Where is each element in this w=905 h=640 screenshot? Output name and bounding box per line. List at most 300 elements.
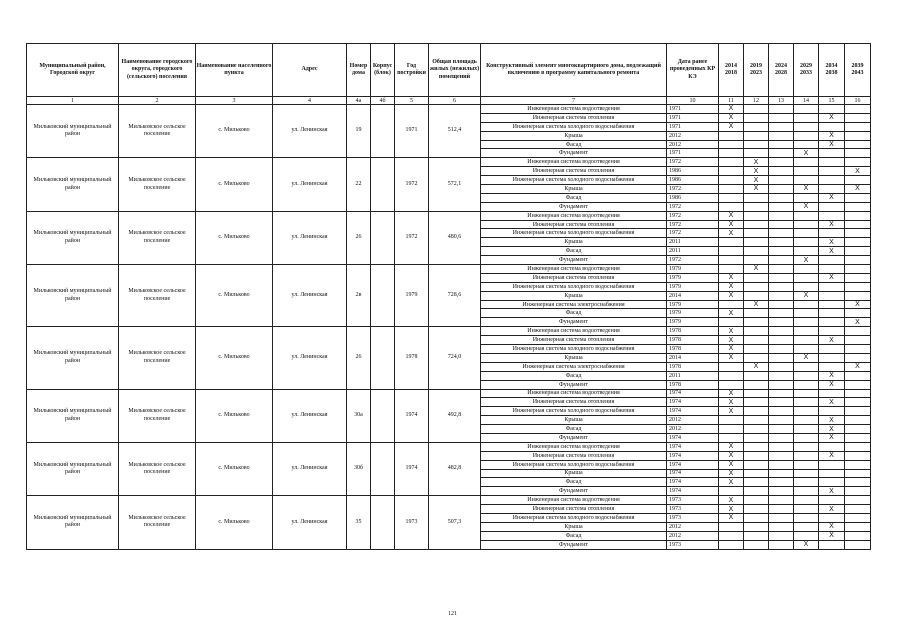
period-mark-cell: X bbox=[819, 487, 845, 496]
table-row bbox=[27, 105, 871, 114]
repair-date-cell: 2014 bbox=[667, 291, 719, 300]
house-number-cell: 26 bbox=[347, 327, 371, 389]
period-mark-cell bbox=[794, 309, 819, 318]
period-mark-cell bbox=[794, 442, 819, 451]
period-mark-cell bbox=[719, 238, 744, 247]
period-mark-cell bbox=[744, 425, 769, 434]
element-cell: Фасад bbox=[481, 478, 667, 487]
year-built-cell: 1974 bbox=[395, 442, 429, 495]
period-mark-cell bbox=[845, 371, 871, 380]
element-cell: Инженерная система водоотведения bbox=[481, 389, 667, 398]
period-mark-cell bbox=[794, 433, 819, 442]
element-cell: Фундамент bbox=[481, 433, 667, 442]
period-mark-cell bbox=[744, 149, 769, 158]
period-mark-cell bbox=[819, 300, 845, 309]
period-mark-cell bbox=[845, 531, 871, 540]
period-mark-cell: X bbox=[794, 256, 819, 265]
period-mark-cell bbox=[719, 300, 744, 309]
period-mark-cell bbox=[769, 291, 794, 300]
period-mark-cell: X bbox=[819, 433, 845, 442]
period-mark-cell: X bbox=[794, 202, 819, 211]
repair-date-cell: 2011 bbox=[667, 371, 719, 380]
period-mark-cell bbox=[845, 265, 871, 274]
repair-date-cell: 1978 bbox=[667, 336, 719, 345]
period-mark-cell bbox=[719, 265, 744, 274]
period-mark-cell: X bbox=[719, 220, 744, 229]
repair-date-cell: 1978 bbox=[667, 327, 719, 336]
year-built-cell: 1974 bbox=[395, 389, 429, 442]
period-mark-cell bbox=[845, 113, 871, 122]
period-mark-cell bbox=[744, 531, 769, 540]
year-built-cell: 1972 bbox=[395, 158, 429, 211]
repair-date-cell: 1978 bbox=[667, 345, 719, 354]
repair-date-cell: 1979 bbox=[667, 273, 719, 282]
period-mark-cell bbox=[819, 442, 845, 451]
area-cell: 507,3 bbox=[429, 496, 481, 549]
period-mark-cell bbox=[794, 265, 819, 274]
period-mark-cell: X bbox=[819, 273, 845, 282]
period-mark-cell bbox=[769, 318, 794, 327]
locality-cell: с. Мильково bbox=[196, 442, 273, 495]
period-mark-cell bbox=[744, 389, 769, 398]
period-mark-cell bbox=[719, 256, 744, 265]
header-period: 2024 2028 bbox=[769, 44, 794, 97]
period-mark-cell bbox=[744, 487, 769, 496]
period-mark-cell bbox=[744, 291, 769, 300]
period-mark-cell bbox=[845, 309, 871, 318]
area-cell: 572,1 bbox=[429, 158, 481, 211]
period-mark-cell bbox=[794, 113, 819, 122]
period-mark-cell bbox=[769, 273, 794, 282]
period-mark-cell bbox=[794, 176, 819, 185]
street-cell: ул. Ленинская bbox=[273, 158, 347, 211]
repair-date-cell: 2011 bbox=[667, 247, 719, 256]
period-mark-cell bbox=[845, 345, 871, 354]
column-number: 7 bbox=[481, 97, 667, 105]
period-mark-cell: X bbox=[819, 113, 845, 122]
period-mark-cell: X bbox=[719, 345, 744, 354]
period-mark-cell bbox=[719, 522, 744, 531]
period-mark-cell bbox=[819, 158, 845, 167]
element-cell: Инженерная система холодного водоснабжения bbox=[481, 407, 667, 416]
period-mark-cell bbox=[769, 300, 794, 309]
repair-date-cell: 1972 bbox=[667, 211, 719, 220]
period-mark-cell bbox=[744, 407, 769, 416]
period-mark-cell bbox=[719, 158, 744, 167]
table-row bbox=[27, 442, 871, 451]
element-cell: Инженерная система водоотведения bbox=[481, 105, 667, 114]
period-mark-cell: X bbox=[719, 398, 744, 407]
period-mark-cell bbox=[769, 345, 794, 354]
period-mark-cell bbox=[819, 185, 845, 194]
period-mark-cell bbox=[819, 265, 845, 274]
period-mark-cell bbox=[769, 113, 794, 122]
period-mark-cell bbox=[819, 202, 845, 211]
period-mark-cell bbox=[769, 282, 794, 291]
period-mark-cell bbox=[794, 318, 819, 327]
repair-date-cell: 1972 bbox=[667, 220, 719, 229]
block-cell bbox=[371, 105, 395, 158]
period-mark-cell: X bbox=[719, 389, 744, 398]
element-cell: Инженерная система холодного водоснабжения bbox=[481, 460, 667, 469]
period-mark-cell: X bbox=[819, 193, 845, 202]
house-number-cell: 26 bbox=[347, 211, 371, 264]
table-row bbox=[27, 327, 871, 336]
period-mark-cell bbox=[794, 131, 819, 140]
year-built-cell: 1973 bbox=[395, 496, 429, 549]
period-mark-cell bbox=[819, 496, 845, 505]
period-mark-cell bbox=[845, 505, 871, 514]
period-mark-cell: X bbox=[794, 149, 819, 158]
header-row bbox=[27, 44, 871, 97]
period-mark-cell bbox=[744, 353, 769, 362]
repair-date-cell: 1972 bbox=[667, 256, 719, 265]
period-mark-cell bbox=[794, 460, 819, 469]
period-mark-cell bbox=[744, 371, 769, 380]
period-mark-cell bbox=[744, 496, 769, 505]
period-mark-cell bbox=[744, 273, 769, 282]
period-mark-cell: X bbox=[819, 398, 845, 407]
period-mark-cell bbox=[744, 540, 769, 549]
column-number: 2 bbox=[119, 97, 196, 105]
element-cell: Инженерная система отопления bbox=[481, 336, 667, 345]
period-mark-cell: X bbox=[819, 131, 845, 140]
repair-date-cell: 1971 bbox=[667, 113, 719, 122]
repair-date-cell: 1972 bbox=[667, 202, 719, 211]
period-mark-cell bbox=[845, 105, 871, 114]
header-period: 2029 2033 bbox=[794, 44, 819, 97]
element-cell: Фундамент bbox=[481, 149, 667, 158]
period-mark-cell bbox=[845, 238, 871, 247]
period-mark-cell bbox=[744, 469, 769, 478]
period-mark-cell bbox=[769, 265, 794, 274]
area-cell: 480,6 bbox=[429, 211, 481, 264]
house-number-cell: 30а bbox=[347, 389, 371, 442]
repair-date-cell: 1971 bbox=[667, 105, 719, 114]
period-mark-cell bbox=[819, 229, 845, 238]
year-built-cell: 1972 bbox=[395, 211, 429, 264]
block-cell bbox=[371, 211, 395, 264]
period-mark-cell: X bbox=[819, 425, 845, 434]
period-mark-cell bbox=[769, 496, 794, 505]
period-mark-cell: X bbox=[819, 247, 845, 256]
period-mark-cell bbox=[719, 425, 744, 434]
period-mark-cell bbox=[744, 131, 769, 140]
repair-date-cell: 2012 bbox=[667, 425, 719, 434]
house-number-cell: 35 bbox=[347, 496, 371, 549]
repair-date-cell: 2012 bbox=[667, 131, 719, 140]
street-cell: ул. Ленинская bbox=[273, 442, 347, 495]
period-mark-cell bbox=[769, 362, 794, 371]
period-mark-cell bbox=[719, 487, 744, 496]
locality-cell: с. Мильково bbox=[196, 265, 273, 327]
period-mark-cell bbox=[744, 380, 769, 389]
period-mark-cell bbox=[744, 398, 769, 407]
period-mark-cell bbox=[819, 469, 845, 478]
period-mark-cell bbox=[845, 416, 871, 425]
period-mark-cell bbox=[845, 513, 871, 522]
period-mark-cell bbox=[794, 398, 819, 407]
period-mark-cell bbox=[719, 318, 744, 327]
table-body bbox=[27, 105, 871, 550]
period-mark-cell bbox=[845, 478, 871, 487]
element-cell: Инженерная система водоотведения bbox=[481, 158, 667, 167]
street-cell: ул. Ленинская bbox=[273, 211, 347, 264]
program-table-sheet bbox=[26, 43, 870, 550]
area-cell: 482,8 bbox=[429, 442, 481, 495]
table-row bbox=[27, 211, 871, 220]
settlement-cell: Мильковское сельское поселение bbox=[119, 211, 196, 264]
period-mark-cell: X bbox=[744, 300, 769, 309]
repair-date-cell: 1986 bbox=[667, 193, 719, 202]
repair-date-cell: 1974 bbox=[667, 487, 719, 496]
repair-date-cell: 1974 bbox=[667, 469, 719, 478]
period-mark-cell bbox=[794, 158, 819, 167]
period-mark-cell: X bbox=[719, 353, 744, 362]
period-mark-cell bbox=[769, 505, 794, 514]
repair-date-cell: 1974 bbox=[667, 442, 719, 451]
area-cell: 724,0 bbox=[429, 327, 481, 389]
table-row bbox=[27, 265, 871, 274]
period-mark-cell bbox=[794, 531, 819, 540]
repair-date-cell: 1974 bbox=[667, 451, 719, 460]
locality-cell: с. Мильково bbox=[196, 158, 273, 211]
repair-date-cell: 1979 bbox=[667, 282, 719, 291]
period-mark-cell bbox=[719, 185, 744, 194]
period-mark-cell: X bbox=[719, 451, 744, 460]
period-mark-cell bbox=[769, 309, 794, 318]
settlement-cell: Мильковское сельское поселение bbox=[119, 105, 196, 158]
period-mark-cell bbox=[769, 220, 794, 229]
period-mark-cell bbox=[769, 105, 794, 114]
period-mark-cell: X bbox=[819, 522, 845, 531]
period-mark-cell: X bbox=[719, 460, 744, 469]
period-mark-cell bbox=[845, 131, 871, 140]
element-cell: Крыша bbox=[481, 238, 667, 247]
repair-date-cell: 1973 bbox=[667, 513, 719, 522]
column-number: 3 bbox=[196, 97, 273, 105]
period-mark-cell bbox=[819, 256, 845, 265]
repair-date-cell: 2012 bbox=[667, 531, 719, 540]
header-municipality: Муниципальный район, Городской округ bbox=[27, 44, 119, 97]
period-mark-cell: X bbox=[744, 167, 769, 176]
street-cell: ул. Ленинская bbox=[273, 496, 347, 549]
period-mark-cell bbox=[769, 211, 794, 220]
period-mark-cell bbox=[845, 327, 871, 336]
element-cell: Инженерная система холодного водоснабжения bbox=[481, 176, 667, 185]
period-mark-cell bbox=[744, 309, 769, 318]
period-mark-cell: X bbox=[719, 122, 744, 131]
period-mark-cell bbox=[744, 442, 769, 451]
period-mark-cell bbox=[845, 193, 871, 202]
repair-date-cell: 1974 bbox=[667, 433, 719, 442]
element-cell: Инженерная система водоотведения bbox=[481, 442, 667, 451]
table-row bbox=[27, 496, 871, 505]
period-mark-cell bbox=[845, 247, 871, 256]
header-period: 2019 2023 bbox=[744, 44, 769, 97]
period-mark-cell bbox=[794, 469, 819, 478]
period-mark-cell: X bbox=[819, 505, 845, 514]
period-mark-cell: X bbox=[719, 336, 744, 345]
street-cell: ул. Ленинская bbox=[273, 389, 347, 442]
column-number: 15 bbox=[819, 97, 845, 105]
house-number-cell: 19 bbox=[347, 105, 371, 158]
period-mark-cell bbox=[794, 362, 819, 371]
period-mark-cell: X bbox=[719, 469, 744, 478]
period-mark-cell: X bbox=[819, 336, 845, 345]
period-mark-cell bbox=[769, 229, 794, 238]
element-cell: Фасад bbox=[481, 309, 667, 318]
column-number-row bbox=[27, 97, 871, 105]
period-mark-cell: X bbox=[845, 167, 871, 176]
element-cell: Фасад bbox=[481, 531, 667, 540]
period-mark-cell bbox=[769, 131, 794, 140]
settlement-cell: Мильковское сельское поселение bbox=[119, 389, 196, 442]
repair-date-cell: 1986 bbox=[667, 167, 719, 176]
period-mark-cell: X bbox=[719, 327, 744, 336]
period-mark-cell: X bbox=[719, 496, 744, 505]
period-mark-cell: X bbox=[719, 273, 744, 282]
column-number: 4б bbox=[371, 97, 395, 105]
period-mark-cell bbox=[769, 433, 794, 442]
element-cell: Крыша bbox=[481, 185, 667, 194]
element-cell: Инженерная система холодного водоснабжения bbox=[481, 229, 667, 238]
period-mark-cell: X bbox=[719, 442, 744, 451]
municipality-cell: Мильковский муниципальный район bbox=[27, 211, 119, 264]
repair-date-cell: 1974 bbox=[667, 460, 719, 469]
element-cell: Инженерная система отопления bbox=[481, 273, 667, 282]
period-mark-cell bbox=[769, 407, 794, 416]
element-cell: Инженерная система холодного водоснабжения bbox=[481, 122, 667, 131]
element-cell: Инженерная система водоотведения bbox=[481, 265, 667, 274]
period-mark-cell bbox=[845, 442, 871, 451]
municipality-cell: Мильковский муниципальный район bbox=[27, 158, 119, 211]
element-cell: Крыша bbox=[481, 416, 667, 425]
repair-date-cell: 1979 bbox=[667, 300, 719, 309]
period-mark-cell bbox=[719, 167, 744, 176]
repair-date-cell: 1972 bbox=[667, 185, 719, 194]
settlement-cell: Мильковское сельское поселение bbox=[119, 442, 196, 495]
capital-repair-table bbox=[26, 43, 871, 550]
block-cell bbox=[371, 496, 395, 549]
period-mark-cell bbox=[744, 220, 769, 229]
year-built-cell: 1978 bbox=[395, 327, 429, 389]
municipality-cell: Мильковский муниципальный район bbox=[27, 265, 119, 327]
element-cell: Инженерная система отопления bbox=[481, 220, 667, 229]
element-cell: Крыша bbox=[481, 131, 667, 140]
period-mark-cell bbox=[744, 113, 769, 122]
column-number: 12 bbox=[744, 97, 769, 105]
element-cell: Инженерная система отопления bbox=[481, 167, 667, 176]
page-number: 121 bbox=[448, 611, 457, 617]
municipality-cell: Мильковский муниципальный район bbox=[27, 327, 119, 389]
period-mark-cell bbox=[845, 522, 871, 531]
period-mark-cell bbox=[769, 469, 794, 478]
element-cell: Инженерная система холодного водоснабжения bbox=[481, 345, 667, 354]
municipality-cell: Мильковский муниципальный район bbox=[27, 496, 119, 549]
element-cell: Фасад bbox=[481, 371, 667, 380]
street-cell: ул. Ленинская bbox=[273, 327, 347, 389]
period-mark-cell: X bbox=[819, 140, 845, 149]
period-mark-cell: X bbox=[719, 309, 744, 318]
period-mark-cell bbox=[845, 353, 871, 362]
period-mark-cell: X bbox=[819, 238, 845, 247]
element-cell: Фундамент bbox=[481, 540, 667, 549]
element-cell: Инженерная система отопления bbox=[481, 451, 667, 460]
period-mark-cell: X bbox=[744, 362, 769, 371]
period-mark-cell bbox=[845, 158, 871, 167]
period-mark-cell bbox=[769, 158, 794, 167]
repair-date-cell: 1974 bbox=[667, 407, 719, 416]
header-period: 2014 2018 bbox=[719, 44, 744, 97]
period-mark-cell bbox=[719, 362, 744, 371]
header-date: Дата ранее проведенных КР КЭ bbox=[667, 44, 719, 97]
period-mark-cell: X bbox=[819, 371, 845, 380]
settlement-cell: Мильковское сельское поселение bbox=[119, 496, 196, 549]
period-mark-cell bbox=[744, 247, 769, 256]
year-built-cell: 1979 bbox=[395, 265, 429, 327]
header-locality: Наименование населенного пункта bbox=[196, 44, 273, 97]
block-cell bbox=[371, 442, 395, 495]
period-mark-cell bbox=[794, 282, 819, 291]
period-mark-cell bbox=[845, 540, 871, 549]
period-mark-cell bbox=[769, 247, 794, 256]
locality-cell: с. Мильково bbox=[196, 327, 273, 389]
period-mark-cell bbox=[769, 238, 794, 247]
period-mark-cell bbox=[719, 140, 744, 149]
period-mark-cell bbox=[744, 256, 769, 265]
period-mark-cell: X bbox=[719, 513, 744, 522]
period-mark-cell bbox=[769, 149, 794, 158]
period-mark-cell bbox=[769, 353, 794, 362]
period-mark-cell bbox=[744, 238, 769, 247]
header-period: 2034 2038 bbox=[819, 44, 845, 97]
period-mark-cell: X bbox=[819, 416, 845, 425]
table-row bbox=[27, 158, 871, 167]
column-number: 10 bbox=[667, 97, 719, 105]
period-mark-cell: X bbox=[794, 540, 819, 549]
header-address: Адрес bbox=[273, 44, 347, 97]
settlement-cell: Мильковское сельское поселение bbox=[119, 265, 196, 327]
period-mark-cell bbox=[769, 256, 794, 265]
period-mark-cell bbox=[845, 469, 871, 478]
header-house: Номер дома bbox=[347, 44, 371, 97]
column-number: 14 bbox=[794, 97, 819, 105]
repair-date-cell: 1974 bbox=[667, 389, 719, 398]
repair-date-cell: 1978 bbox=[667, 380, 719, 389]
settlement-cell: Мильковское сельское поселение bbox=[119, 158, 196, 211]
area-cell: 728,6 bbox=[429, 265, 481, 327]
period-mark-cell bbox=[744, 202, 769, 211]
period-mark-cell: X bbox=[744, 265, 769, 274]
period-mark-cell bbox=[845, 380, 871, 389]
period-mark-cell bbox=[794, 522, 819, 531]
period-mark-cell bbox=[794, 167, 819, 176]
period-mark-cell bbox=[769, 451, 794, 460]
repair-date-cell: 2012 bbox=[667, 416, 719, 425]
element-cell: Инженерная система водоотведения bbox=[481, 496, 667, 505]
period-mark-cell bbox=[845, 496, 871, 505]
header-element: Конструктивный элемент многоквартирного дома, подлежащий включению в программу капитального ремонта bbox=[481, 44, 667, 97]
period-mark-cell: X bbox=[719, 407, 744, 416]
period-mark-cell bbox=[845, 229, 871, 238]
element-cell: Фундамент bbox=[481, 318, 667, 327]
element-cell: Фундамент bbox=[481, 256, 667, 265]
element-cell: Фундамент bbox=[481, 380, 667, 389]
repair-date-cell: 1972 bbox=[667, 158, 719, 167]
period-mark-cell bbox=[819, 282, 845, 291]
period-mark-cell bbox=[794, 211, 819, 220]
